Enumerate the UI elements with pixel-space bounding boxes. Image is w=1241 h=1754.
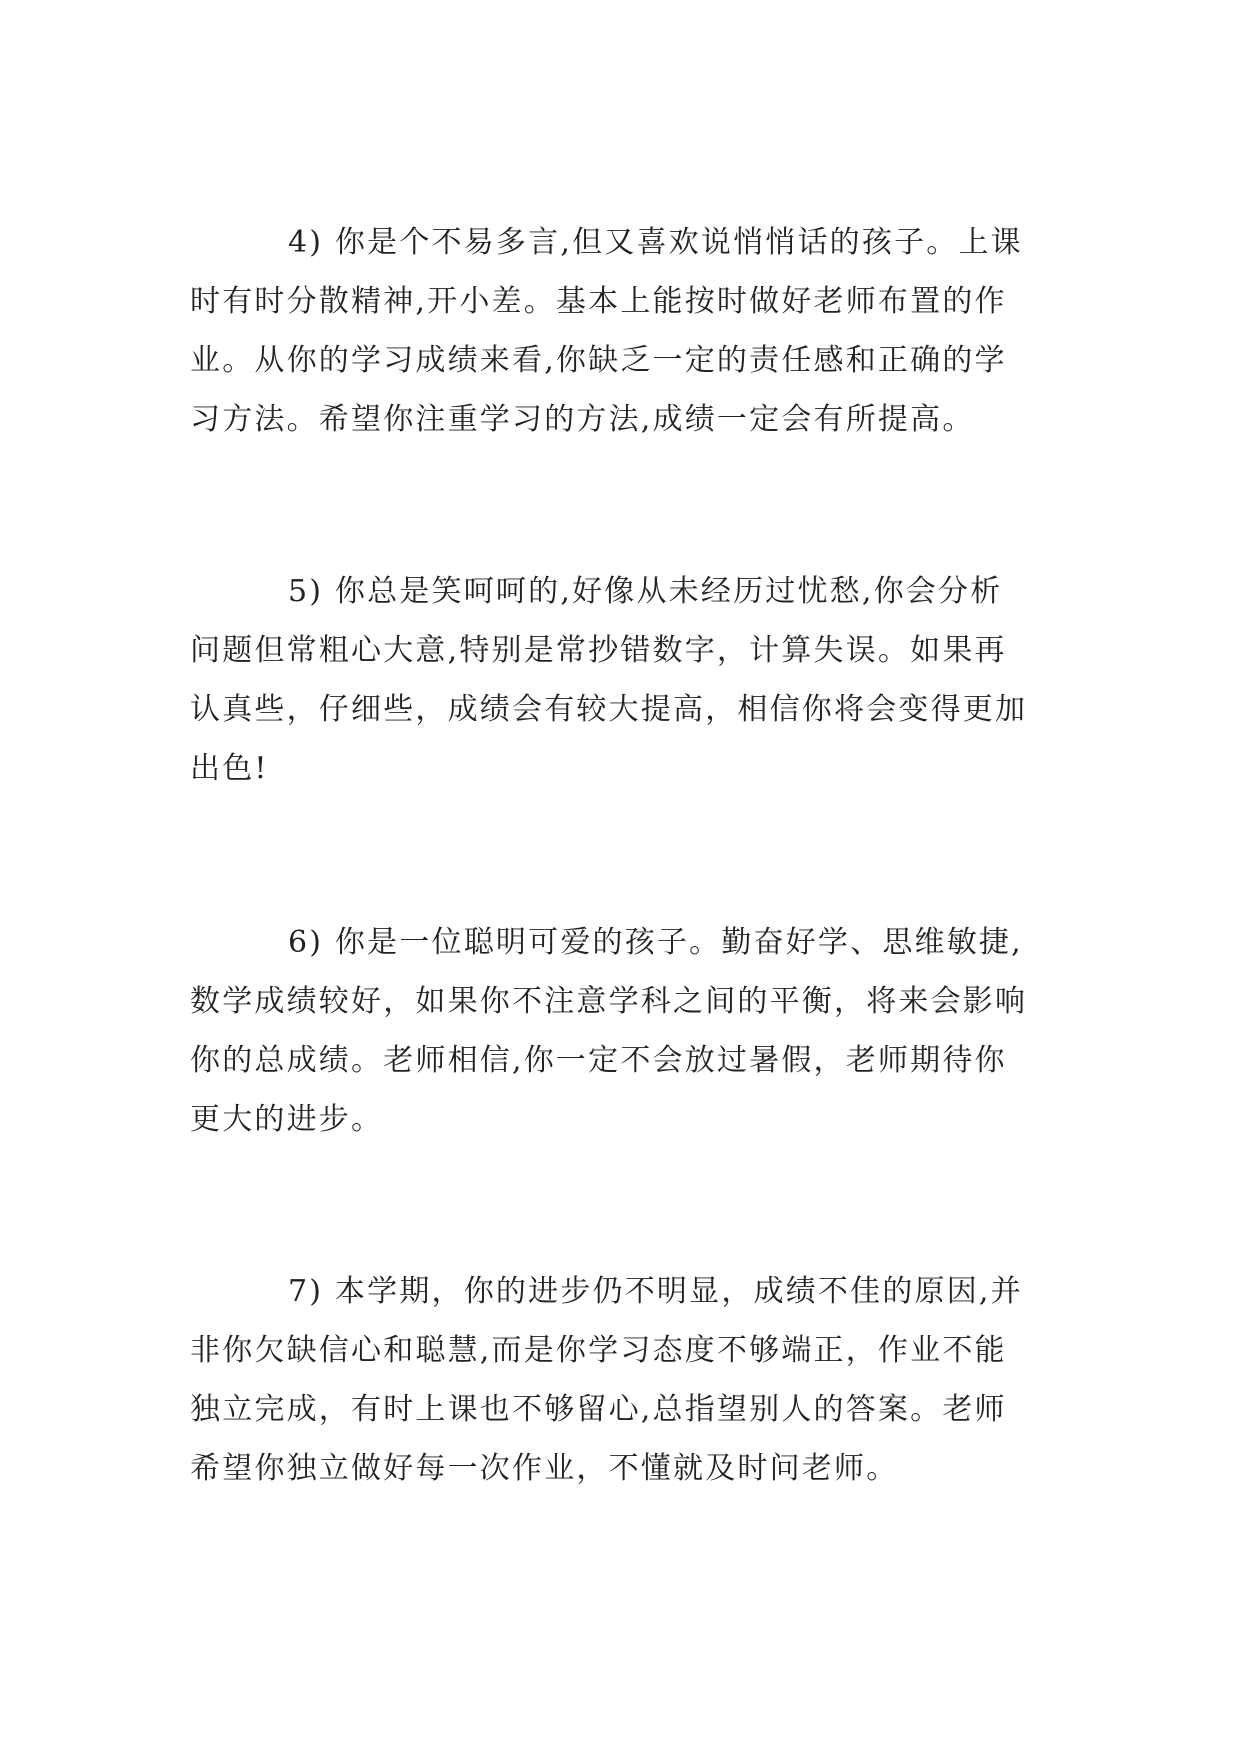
- paragraph-line: 5) 你总是笑呵呵的,好像从未经历过忧愁,你会分析: [288, 574, 1003, 609]
- paragraph-line: 出色!: [190, 751, 269, 786]
- paragraph-line: 6) 你是一位聪明可爱的孩子。勤奋好学、思维敏捷,: [288, 925, 1023, 960]
- paragraph-line: 认真些，仔细些，成绩会有较大提高，相信你将会变得更加: [190, 692, 1028, 727]
- comment-paragraph-5: [190, 562, 1050, 798]
- paragraph-line: 数学成绩较好，如果你不注意学科之间的平衡，将来会影响: [190, 984, 1028, 1019]
- paragraph-line: 4) 你是个不易多言,但又喜欢说悄悄话的孩子。上课: [288, 225, 1023, 260]
- comment-paragraph-6: [190, 913, 1050, 1149]
- comment-paragraph-7: [190, 1262, 1050, 1498]
- paragraph-line: 7) 本学期，你的进步仍不明显，成绩不佳的原因,并: [288, 1274, 1023, 1309]
- paragraph-line: 习方法。希望你注重学习的方法,成绩一定会有所提高。: [190, 402, 975, 437]
- paragraph-line: 希望你独立做好每一次作业，不懂就及时问老师。: [190, 1451, 899, 1486]
- paragraph-line: 业。从你的学习成绩来看,你缺乏一定的责任感和正确的学: [190, 343, 1007, 378]
- paragraph-line: 你的总成绩。老师相信,你一定不会放过暑假，老师期待你: [190, 1043, 1007, 1078]
- paragraph-line: 非你欠缺信心和聪慧,而是你学习态度不够端正，作业不能: [190, 1333, 1007, 1368]
- paragraph-line: 问题但常粗心大意,特别是常抄错数字，计算失误。如果再: [190, 633, 1007, 668]
- paragraph-line: 更大的进步。: [190, 1102, 384, 1137]
- paragraph-line: 时有时分散精神,开小差。基本上能按时做好老师布置的作: [190, 284, 1007, 319]
- paragraph-line: 独立完成，有时上课也不够留心,总指望别人的答案。老师: [190, 1392, 1007, 1427]
- comment-paragraph-4: [190, 213, 1050, 449]
